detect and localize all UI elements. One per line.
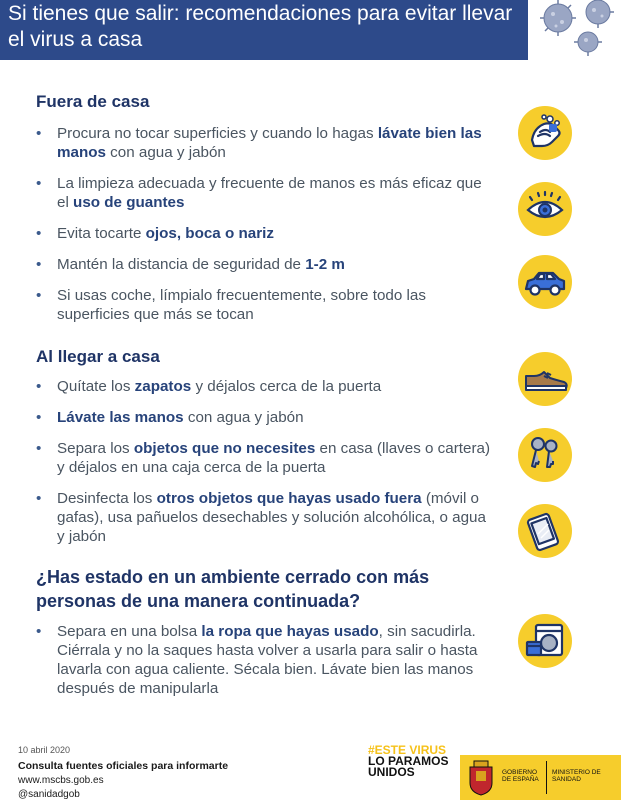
car-icon <box>518 255 572 309</box>
item-text <box>57 377 497 396</box>
item-text <box>57 124 497 162</box>
item-text-part: La limpieza adecuada y frecuente de manos es más eficaz que el <box>57 175 482 211</box>
item-text-part: Quítate los <box>57 378 135 395</box>
bullet: • <box>36 440 42 457</box>
item-text <box>57 224 497 243</box>
section-title-llegar: Al llegar a casa <box>36 347 160 366</box>
bullet: • <box>36 125 42 142</box>
footer-social-handle[interactable]: @sanidadgob <box>18 789 80 800</box>
item-text <box>57 439 497 477</box>
item-text <box>57 286 497 324</box>
bullet: • <box>36 623 42 640</box>
item-text-part: Mantén la distancia de seguridad de <box>57 256 306 273</box>
section-title-fuera: Fuera de casa <box>36 92 150 111</box>
bullet: • <box>36 378 42 395</box>
item-text-part: con agua y jabón <box>183 409 304 426</box>
bullet: • <box>36 409 42 426</box>
hand-wash-icon <box>518 106 572 160</box>
item-text-part: y déjalos cerca de la puerta <box>191 378 382 395</box>
item-text <box>57 408 497 427</box>
footer-date: 10 abril 2020 <box>18 745 71 755</box>
bullet: • <box>36 225 42 242</box>
item-text-part: Evita tocarte <box>57 225 146 242</box>
emphasis-text: ojos, boca o nariz <box>145 225 274 242</box>
header-banner <box>0 0 528 60</box>
washing-machine-icon <box>518 614 572 668</box>
item-text <box>57 622 497 698</box>
footer-consulta: Consulta fuentes oficiales para informarte <box>18 760 229 772</box>
emphasis-text: otros objetos que hayas usado fuera <box>156 490 422 507</box>
virus-illustration <box>528 0 621 60</box>
emphasis-text: objetos que no necesites <box>133 440 316 457</box>
ministry-label: MINISTERIO DE SANIDAD <box>552 769 601 783</box>
emphasis-text: la ropa que hayas usado <box>201 623 379 640</box>
shoe-icon <box>518 352 572 406</box>
emphasis-text: zapatos <box>134 378 192 395</box>
government-logo <box>460 755 621 800</box>
emphasis-text: 1-2 m <box>305 256 345 273</box>
page-title: Si tienes que salir: recomendaciones para evitar llevar el virus a casa <box>8 2 513 51</box>
keys-icon <box>518 428 572 482</box>
emphasis-text: lávate bien las manos <box>57 125 482 161</box>
eye-icon <box>518 182 572 236</box>
campaign-slogan <box>368 745 458 778</box>
item-text-part: Separa los <box>57 440 134 457</box>
item-text-part: con agua y jabón <box>105 144 226 161</box>
item-text <box>57 255 497 274</box>
bullet: • <box>36 256 42 273</box>
emphasis-text: uso de guantes <box>73 194 185 211</box>
item-text-part: Desinfecta los <box>57 490 157 507</box>
bullet: • <box>36 175 42 192</box>
item-text-part: (móvil o gafas), usa pañuelos desechables y solución alcohólica, o agua y jabón <box>57 490 486 545</box>
item-text-part: Separa en una bolsa <box>57 623 202 640</box>
footer-website-link[interactable]: www.mscbs.gob.es <box>18 775 104 786</box>
item-text-part: Procura no tocar superficies y cuando lo hagas <box>57 125 378 142</box>
gov-divider <box>546 761 547 794</box>
phone-icon <box>518 504 572 558</box>
bullet: • <box>36 490 42 507</box>
item-text-part: , sin sacudirla. Ciérrala y no la saques hasta volver a usarla para salir o hasta lavarla con agua caliente. Sécala bien. Lávate bien las manos después de manipularla <box>57 623 478 697</box>
slogan-hashtag: #ESTE VIRUS <box>368 743 447 757</box>
item-text-part: en casa (llaves o cartera) y déjalos en una caja cerca de la puerta <box>57 440 491 476</box>
gov-label: GOBIERNO DE ESPAÑA <box>502 769 539 783</box>
item-text <box>57 489 497 546</box>
slogan-main: LO PARAMOS UNIDOS <box>368 754 449 779</box>
item-text-part: Si usas coche, límpialo frecuentemente, sobre todo las superficies que más se tocan <box>57 287 426 323</box>
section-title-ambiente: ¿Has estado en un ambiente cerrado con más personas de una manera continuada? <box>36 567 430 611</box>
emphasis-text: Lávate las manos <box>57 409 184 426</box>
item-text <box>57 174 497 212</box>
bullet: • <box>36 287 42 304</box>
coat-of-arms-icon <box>466 759 496 796</box>
